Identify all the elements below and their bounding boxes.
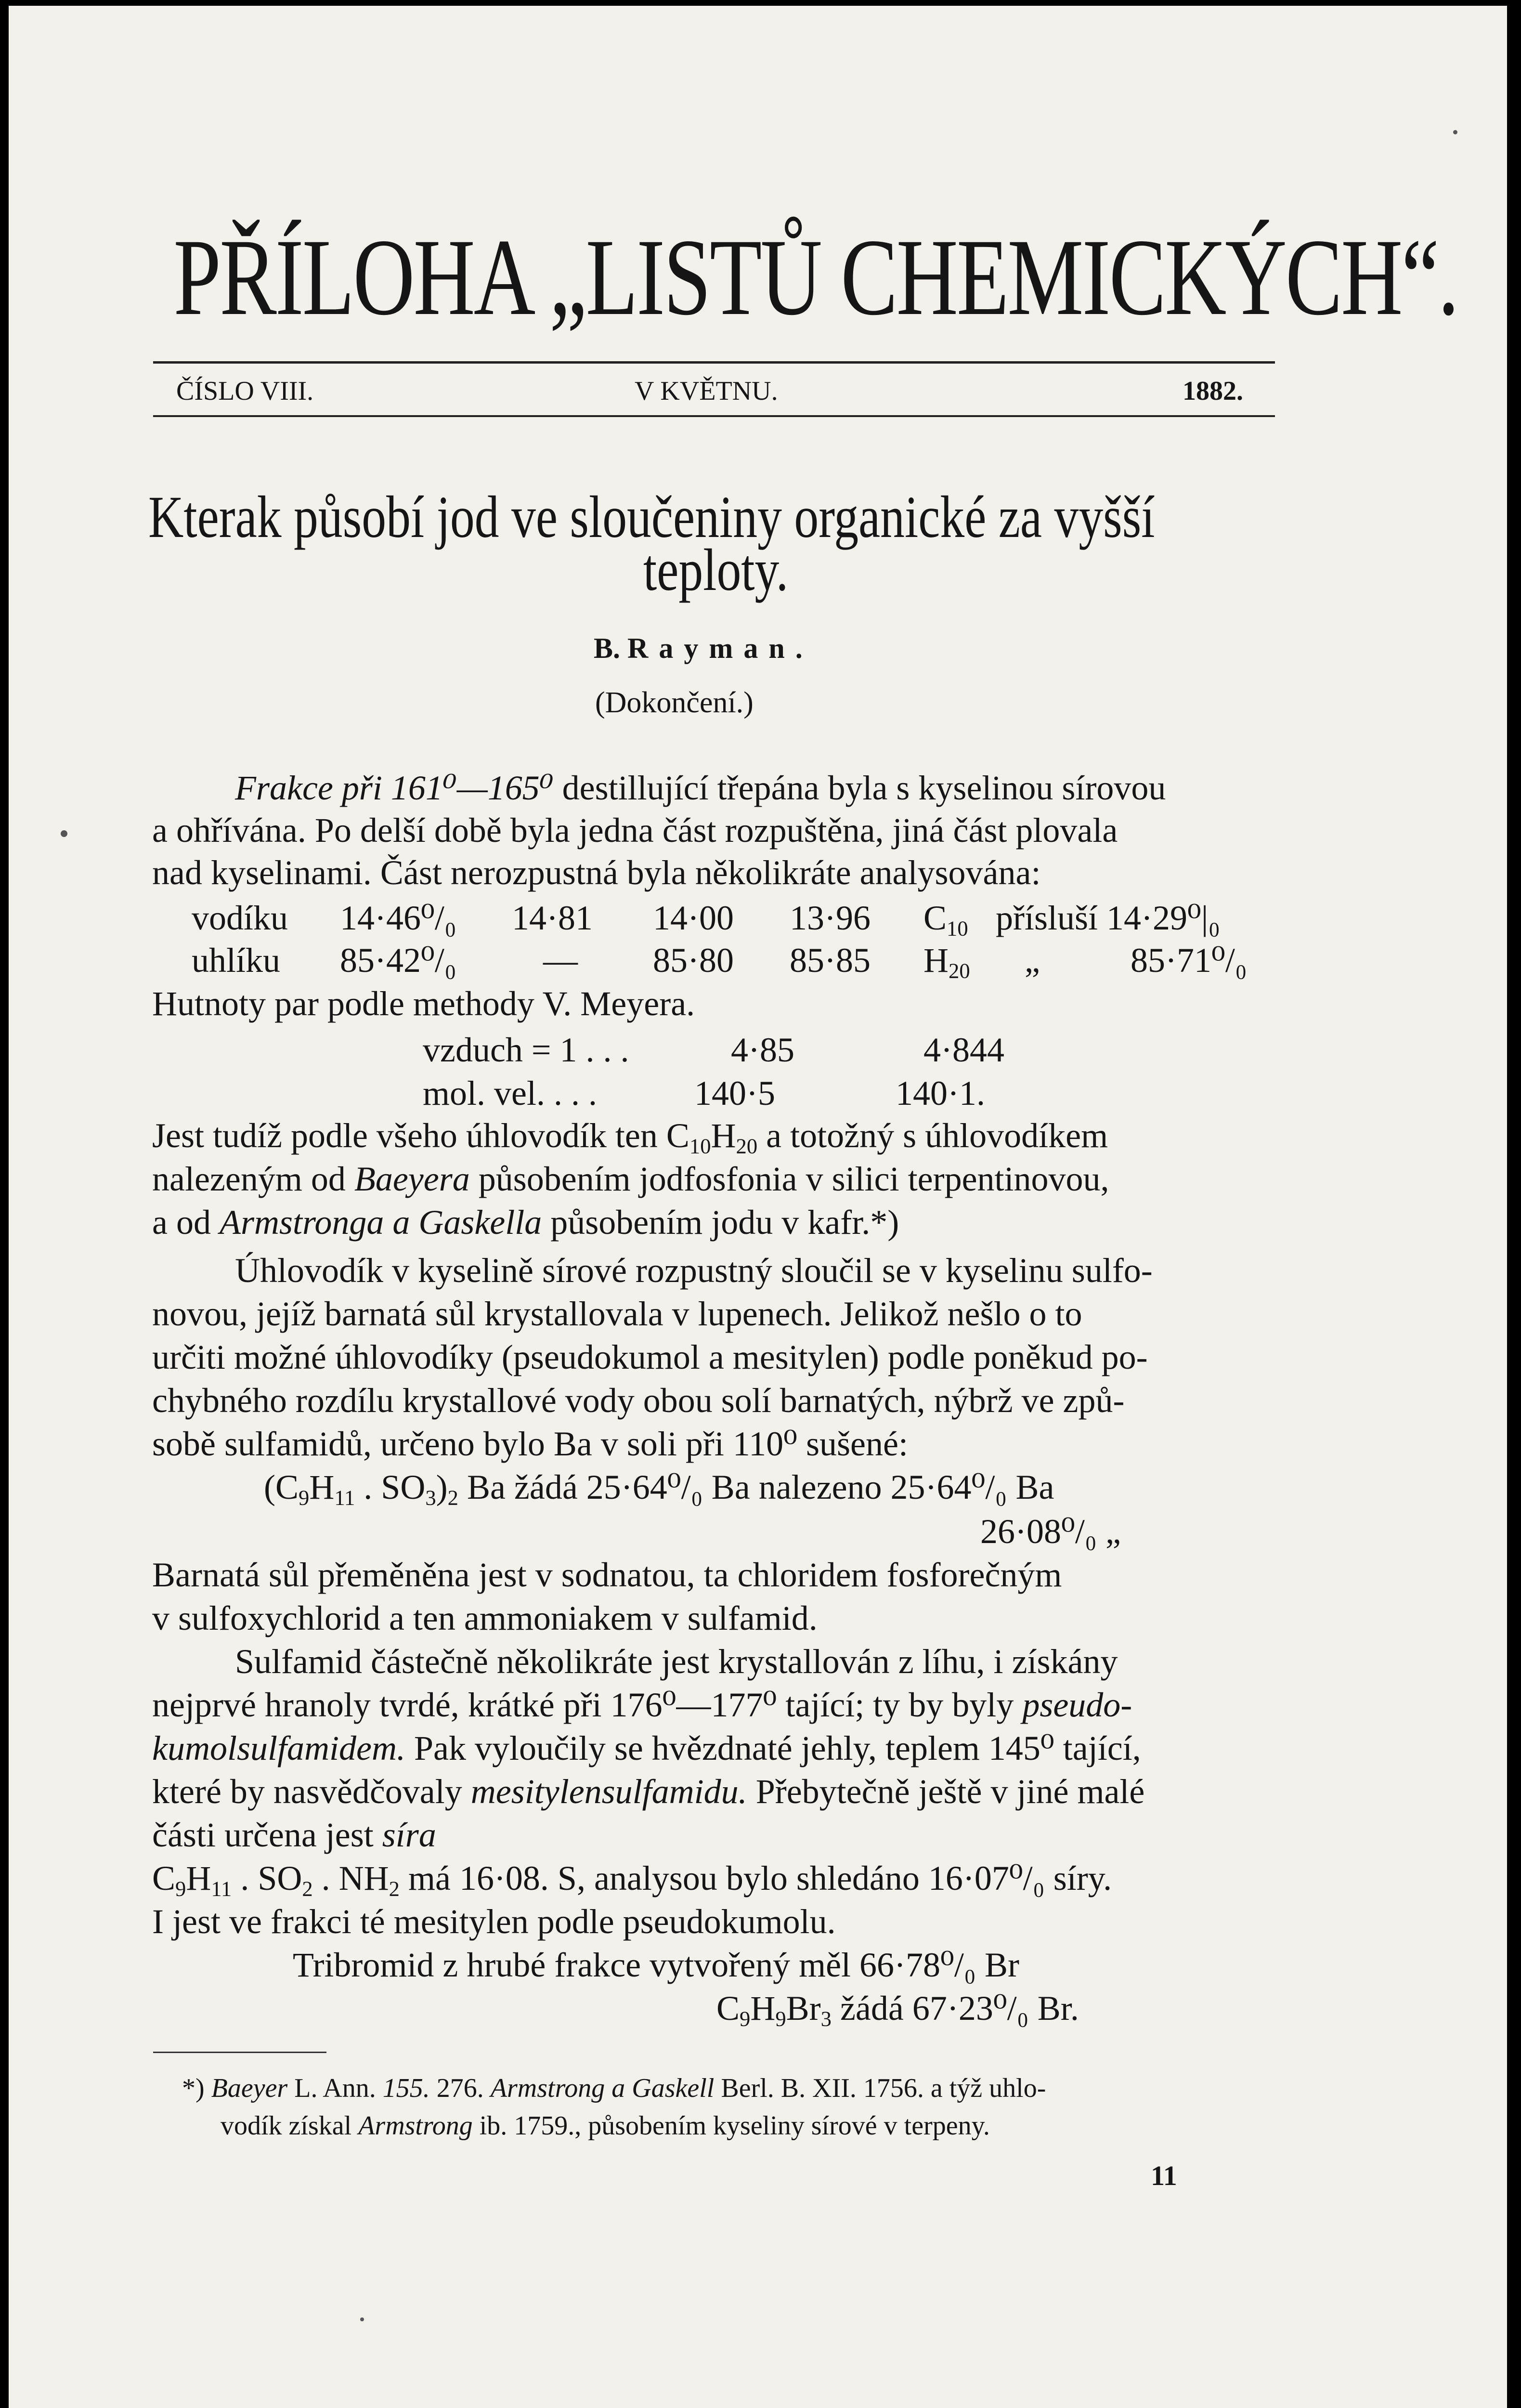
issue-month: V KVĚTNU. [635,376,778,406]
para3-line2: novou, jejíž barnatá sůl krystallovala v lupenech. Jelikož nešlo o to [152,1295,1082,1333]
article-author [594,632,813,665]
table-r2-theory: 85·71⁰/₀ [1131,941,1247,980]
para3-line4: chybného rozdílu krystallové vody obou solí barnatých, nýbrž ve způ- [152,1381,1125,1420]
para4-line2: v sulfoxychlorid a ten ammoniakem v sulfamid. [152,1599,818,1637]
para1-line1-text: destillující třepána byla s kyselinou sírovou [553,769,1166,807]
table-r1-label: vodíku [192,899,288,937]
para3-line3: určiti možné úhlovodíky (pseudokumol a mesitylen) podle poněkud po- [152,1338,1148,1376]
para1-line3: nad kyselinami. Část nerozpustná byla několikráte analysována: [152,853,1041,892]
para2-line3: a od Armstronga a Gaskella působením jodu v kafr.*) [152,1203,899,1242]
footnote-line1: *) Baeyer L. Ann. 155. 276. Armstrong a Gaskell Berl. B. XII. 1756. a týž uhlo- [182,2073,1046,2103]
para2-line1: Jest tudíž podle všeho úhlovodík ten $C_{10}H_{20}$ a totožný s úhlovodíkem [152,1116,1108,1158]
para5-formula: $C_9H_{11}$ . $SO_2$ . $NH_2$ má 16·08. S, analysou bylo shledáno 16·07⁰/₀ síry. [152,1859,1112,1901]
article-title-line1: Kterak působí jod ve sloučeniny organické za vyšší [148,484,1155,550]
para1-line1 [235,771,1166,805]
table-r2-ditto: „ [1025,941,1040,980]
table-r1-c4: 13·96 [790,899,871,937]
table-r2-c4: 85·85 [790,941,871,980]
density-r1-found: 4·85 [731,1031,794,1069]
para5-line2: nejprvé hranoly tvrdé, krátké při 176⁰—177⁰ tající; ty by byly pseudo- [152,1686,1132,1724]
table-r1-theory: přísluší 14·29⁰|₀ [996,899,1221,937]
footnote-rule [153,2052,326,2053]
table-r2-label: uhlíku [192,941,281,980]
density-r1-label: vzduch = 1 . . . [423,1031,629,1069]
table-r2-c3: 85·80 [653,941,734,980]
para5-line1: Sulfamid částečně několikráte jest krystallován z líhu, i získány [235,1642,1118,1681]
para1-line2: a ohřívána. Po delší době byla jedna část rozpuštěna, jiná část plovala [152,811,1118,850]
header-rule-bottom [153,415,1275,417]
scan-speck [360,2317,364,2321]
table-r1-c2: 14·81 [512,899,593,937]
article-title-line2: teploty. [643,537,789,603]
para6-formula: $C_9H_9Br_3$ žádá 67·23⁰/₀ Br. [716,1989,1079,2031]
para3-line1: Úhlovodík v kyselině sírové rozpustný sloučil se v kyselinu sulfo- [235,1251,1153,1290]
para3-formula-found2: 26·08⁰/₀ „ [980,1512,1121,1551]
issue-number: ČÍSLO VIII. [176,376,314,406]
table-r1-c1: 14·46⁰/₀ [340,899,456,937]
density-r2-found: 140·5 [694,1074,775,1112]
journal-masthead: PŘÍLOHA „LISTŮ CHEMICKÝCH“. [173,217,1458,338]
table-r2-c1: 85·42⁰/₀ [340,941,456,980]
continuation-note: (Dokončení.) [595,686,754,719]
table-r1-formula: $C_{10}$ [923,899,968,941]
table-r2-formula: $H_{20}$ [923,941,970,983]
density-r2-label: mol. vel. . . . [423,1074,597,1112]
footnote-line2: vodík získal Armstrong ib. 1759., působením kyseliny sírové v terpeny. [221,2111,990,2141]
para5-line5: části určena jest síra [152,1816,436,1854]
table-r1-c3: 14·00 [653,899,734,937]
para5-line4: které by nasvědčovaly mesitylensulfamidu. Přebytečně ještě v jiné malé [152,1772,1145,1811]
para6-line1: Tribromid z hrubé frakce vytvořený měl 66·78⁰/₀ Br [293,1946,1019,1984]
page-number: 11 [1151,2160,1177,2191]
issue-year: 1882. [1183,376,1243,406]
document-page [9,6,1507,2408]
para5-line7: I jest ve frakci té mesitylen podle pseudokumolu. [152,1902,836,1941]
author-initial: B. [594,632,621,664]
para4-line1: Barnatá sůl přeměněna jest v sodnatou, ta chloridem fosforečným [152,1556,1062,1594]
scan-speck [1453,130,1457,134]
density-heading: Hutnoty par podle methody V. Meyera. [152,984,695,1023]
density-r1-theory: 4·844 [923,1031,1004,1069]
author-name: Rayman. [627,632,813,664]
para3-line5: sobě sulfamidů, určeno bylo Ba v soli při 110⁰ sušené: [152,1425,908,1463]
para3-formula: ($C_9H_{11}$ . $SO_3)_2$ Ba žádá 25·64⁰/₀ Ba nalezeno 25·64⁰/₀ Ba [264,1468,1054,1510]
para5-line3: kumolsulfamidem. Pak vyloučily se hvězdnaté jehly, teplem 145⁰ tající, [152,1729,1141,1767]
fraction-range: Frakce při 161⁰—165⁰ [235,769,554,807]
para2-line2: nalezeným od Baeyera působením jodfosfonia v silici terpentinovou, [152,1160,1109,1198]
scan-speck [61,830,67,837]
header-rule-top [153,361,1275,364]
table-r2-c2: — [543,941,578,980]
density-r2-theory: 140·1. [896,1074,985,1112]
